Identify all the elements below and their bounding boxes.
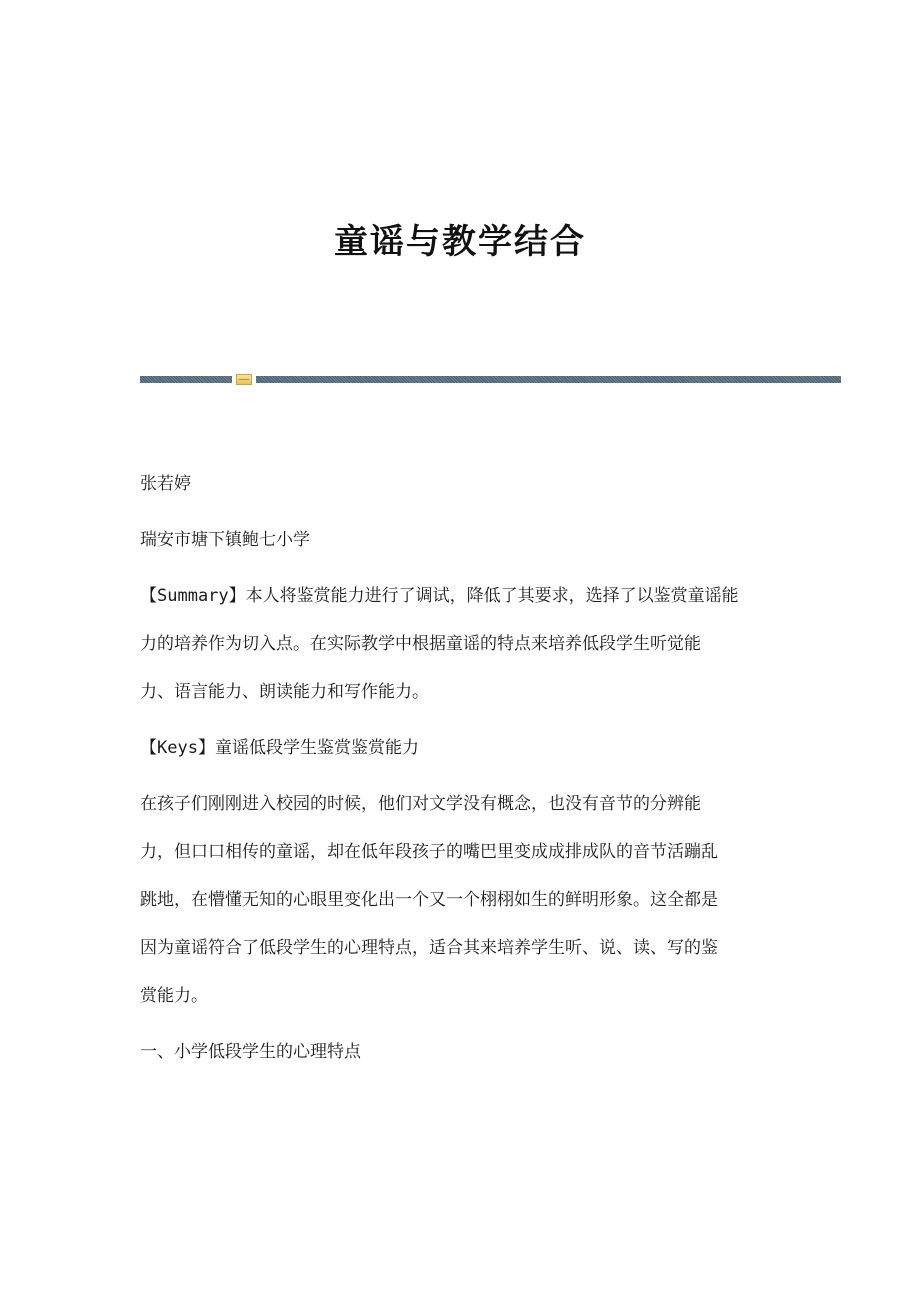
summary-line: 【Summary】本人将鉴赏能力进行了调试，降低了其要求，选择了以鉴赏童谣能 <box>140 586 739 606</box>
body-line: 赏能力。 <box>140 986 208 1006</box>
divider-bar-left <box>140 376 232 383</box>
author-affiliation: 瑞安市塘下镇鲍七小学 <box>140 530 310 550</box>
body-line: 在孩子们刚刚进入校园的时候，他们对文学没有概念，也没有音节的分辨能 <box>140 794 701 814</box>
document-title: 童谣与教学结合 <box>334 222 586 262</box>
divider-ornament-icon <box>236 374 252 385</box>
body-paragraph <box>140 780 780 1020</box>
section-heading: 一、小学低段学生的心理特点 <box>140 1042 361 1062</box>
divider-bar-right <box>256 376 841 383</box>
keywords-line: 【Keys】童谣低段学生鉴赏鉴赏能力 <box>140 738 419 758</box>
body-line: 跳地，在懵懂无知的心眼里变化出一个又一个栩栩如生的鲜明形象。这全都是 <box>140 890 718 910</box>
summary-line: 力、语言能力、朗读能力和写作能力。 <box>140 682 429 702</box>
title-divider <box>140 375 841 384</box>
body-line: 力，但口口相传的童谣，却在低年段孩子的嘴巴里变成成排成队的音节活蹦乱 <box>140 842 718 862</box>
author-name: 张若婷 <box>140 474 191 494</box>
summary-paragraph <box>140 572 780 716</box>
summary-line: 力的培养作为切入点。在实际教学中根据童谣的特点来培养低段学生听觉能 <box>140 634 701 654</box>
body-line: 因为童谣符合了低段学生的心理特点，适合其来培养学生听、说、读、写的鉴 <box>140 938 718 958</box>
